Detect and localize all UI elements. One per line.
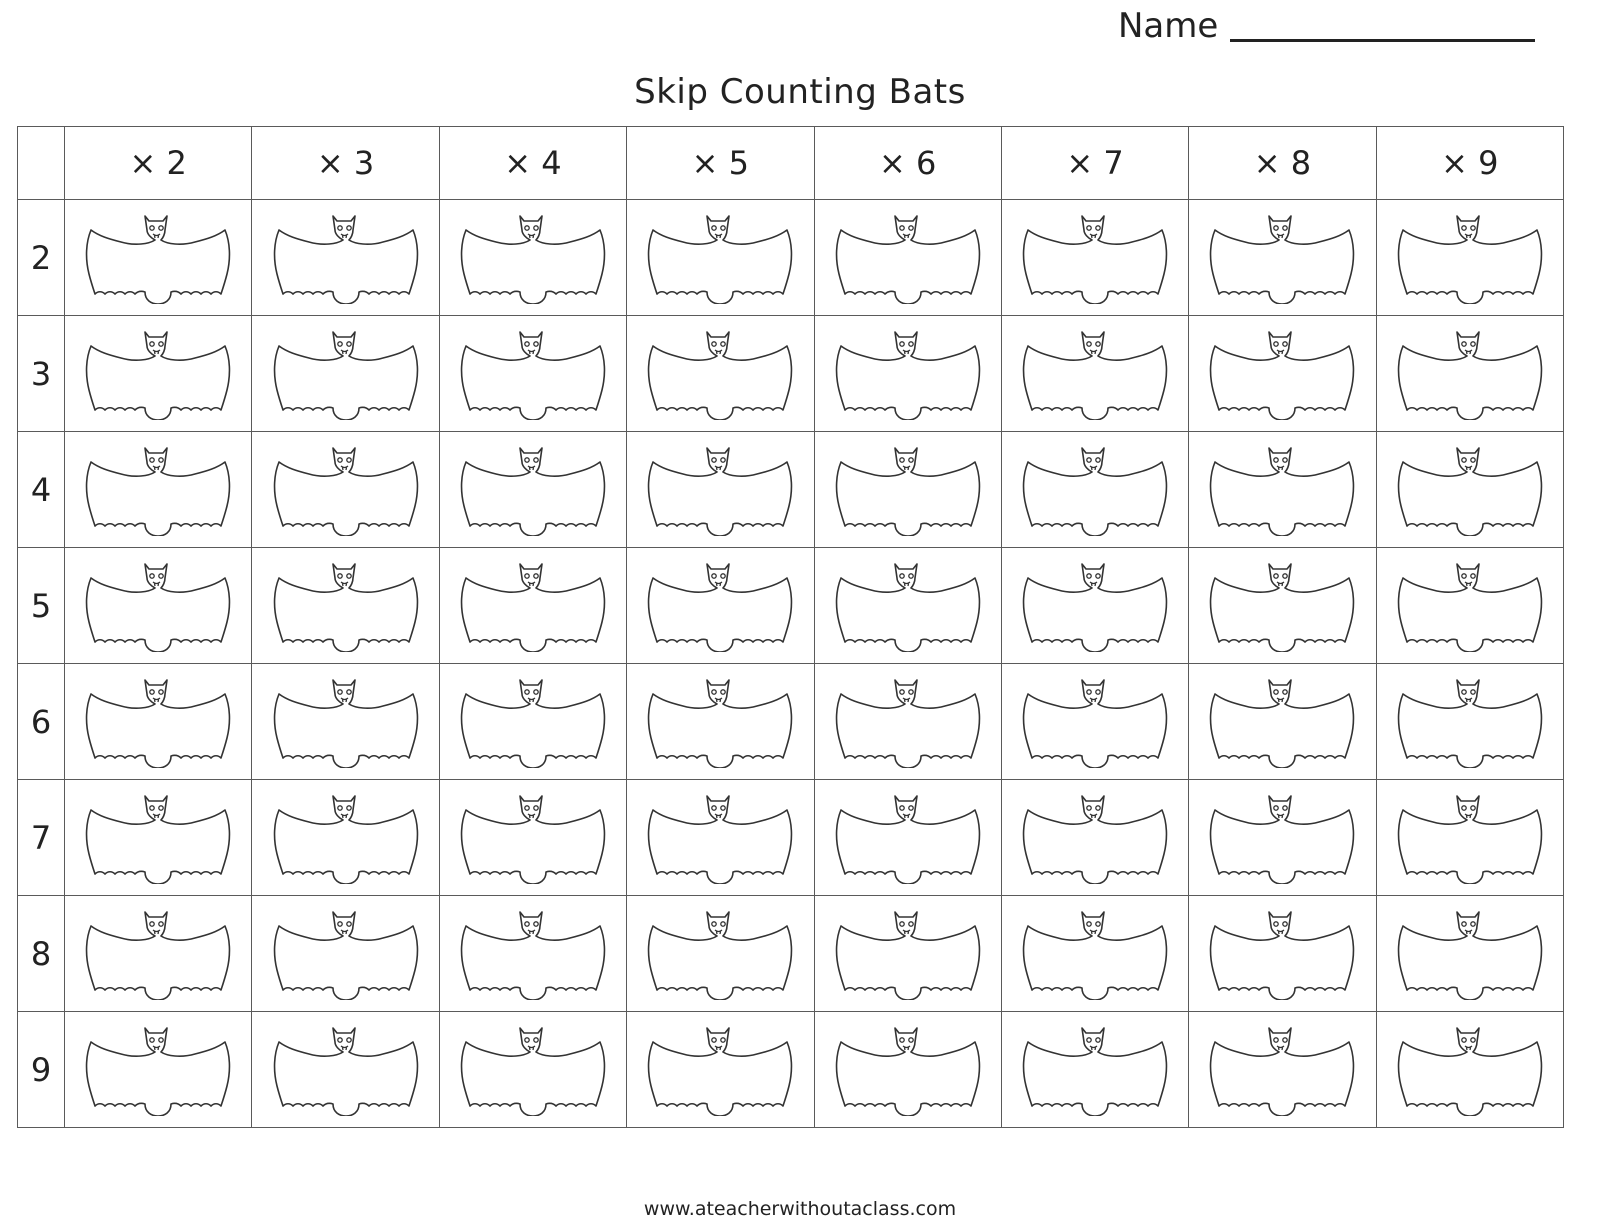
bat-icon xyxy=(440,212,626,304)
table-row xyxy=(18,1012,1564,1128)
column-header: × 8 xyxy=(1189,127,1376,200)
footer-url: www.ateacherwithoutaclass.com xyxy=(643,1198,957,1220)
table-row xyxy=(18,664,1564,780)
answer-cell[interactable] xyxy=(1189,1012,1376,1128)
bat-icon xyxy=(627,908,813,1000)
answer-cell[interactable] xyxy=(1001,432,1188,548)
bat-icon xyxy=(65,444,251,536)
answer-cell[interactable] xyxy=(1189,316,1376,432)
answer-cell[interactable] xyxy=(1376,780,1563,896)
bat-icon xyxy=(1189,676,1375,768)
bat-icon xyxy=(627,792,813,884)
answer-cell[interactable] xyxy=(1189,664,1376,780)
answer-cell[interactable] xyxy=(627,548,814,664)
row-label: 7 xyxy=(18,780,65,896)
answer-cell[interactable] xyxy=(65,432,252,548)
answer-cell[interactable] xyxy=(814,896,1001,1012)
answer-cell[interactable] xyxy=(627,316,814,432)
bat-icon xyxy=(815,444,1001,536)
table-row xyxy=(18,896,1564,1012)
answer-cell[interactable] xyxy=(65,200,252,316)
bat-icon xyxy=(1377,212,1563,304)
row-label: 6 xyxy=(18,664,65,780)
bat-icon xyxy=(440,792,626,884)
answer-cell[interactable] xyxy=(814,548,1001,664)
bat-icon xyxy=(627,444,813,536)
bat-icon xyxy=(815,1024,1001,1116)
bat-icon xyxy=(627,1024,813,1116)
bat-icon xyxy=(1377,1024,1563,1116)
answer-cell[interactable] xyxy=(627,200,814,316)
answer-cell[interactable] xyxy=(814,200,1001,316)
bat-icon xyxy=(65,560,251,652)
answer-cell[interactable] xyxy=(65,316,252,432)
answer-cell[interactable] xyxy=(65,780,252,896)
answer-cell[interactable] xyxy=(1001,780,1188,896)
bat-icon xyxy=(1189,328,1375,420)
table-row xyxy=(18,316,1564,432)
skip-counting-grid xyxy=(17,126,1564,1128)
bat-icon xyxy=(1002,792,1188,884)
bat-icon xyxy=(440,676,626,768)
answer-cell[interactable] xyxy=(1001,1012,1188,1128)
bat-icon xyxy=(1002,328,1188,420)
bat-icon xyxy=(815,328,1001,420)
answer-cell[interactable] xyxy=(252,664,439,780)
answer-cell[interactable] xyxy=(252,896,439,1012)
answer-cell[interactable] xyxy=(252,432,439,548)
answer-cell[interactable] xyxy=(1189,896,1376,1012)
column-header: × 3 xyxy=(252,127,439,200)
answer-cell[interactable] xyxy=(814,664,1001,780)
bat-icon xyxy=(815,676,1001,768)
column-header: × 4 xyxy=(439,127,626,200)
row-label: 2 xyxy=(18,200,65,316)
bat-icon xyxy=(627,212,813,304)
bat-icon xyxy=(1377,328,1563,420)
bat-icon xyxy=(65,1024,251,1116)
bat-icon xyxy=(440,444,626,536)
answer-cell[interactable] xyxy=(439,664,626,780)
answer-cell[interactable] xyxy=(439,432,626,548)
column-header: × 7 xyxy=(1001,127,1188,200)
answer-cell[interactable] xyxy=(1189,200,1376,316)
answer-cell[interactable] xyxy=(1001,896,1188,1012)
bat-icon xyxy=(1377,792,1563,884)
answer-cell[interactable] xyxy=(627,1012,814,1128)
answer-cell[interactable] xyxy=(1376,896,1563,1012)
bat-icon xyxy=(1377,560,1563,652)
answer-cell[interactable] xyxy=(439,316,626,432)
answer-cell[interactable] xyxy=(814,432,1001,548)
answer-cell[interactable] xyxy=(65,664,252,780)
table-row xyxy=(18,548,1564,664)
bat-icon xyxy=(1189,444,1375,536)
bat-icon xyxy=(440,908,626,1000)
row-label: 8 xyxy=(18,896,65,1012)
name-blank-line[interactable] xyxy=(1230,39,1535,42)
bat-icon xyxy=(815,792,1001,884)
answer-cell[interactable] xyxy=(439,780,626,896)
bat-icon xyxy=(1189,908,1375,1000)
answer-cell[interactable] xyxy=(1376,316,1563,432)
bat-icon xyxy=(252,560,438,652)
bat-icon xyxy=(65,908,251,1000)
page-title: Skip Counting Bats xyxy=(634,72,966,112)
bat-icon xyxy=(65,212,251,304)
row-label: 5 xyxy=(18,548,65,664)
answer-cell[interactable] xyxy=(439,896,626,1012)
bat-icon xyxy=(65,792,251,884)
answer-cell[interactable] xyxy=(1376,200,1563,316)
bat-icon xyxy=(252,676,438,768)
answer-cell[interactable] xyxy=(439,200,626,316)
bat-icon xyxy=(1002,444,1188,536)
bat-icon xyxy=(1189,560,1375,652)
answer-cell[interactable] xyxy=(814,1012,1001,1128)
row-label: 3 xyxy=(18,316,65,432)
bat-icon xyxy=(1002,212,1188,304)
bat-icon xyxy=(252,792,438,884)
table-row xyxy=(18,432,1564,548)
column-header: × 9 xyxy=(1376,127,1563,200)
answer-cell[interactable] xyxy=(627,896,814,1012)
bat-icon xyxy=(1377,444,1563,536)
bat-icon xyxy=(1002,1024,1188,1116)
bat-icon xyxy=(440,560,626,652)
bat-icon xyxy=(627,328,813,420)
answer-cell[interactable] xyxy=(252,548,439,664)
answer-cell[interactable] xyxy=(252,200,439,316)
column-header: × 6 xyxy=(814,127,1001,200)
bat-icon xyxy=(440,1024,626,1116)
answer-cell[interactable] xyxy=(252,1012,439,1128)
answer-cell[interactable] xyxy=(65,548,252,664)
answer-cell[interactable] xyxy=(252,780,439,896)
bat-icon xyxy=(1002,560,1188,652)
answer-cell[interactable] xyxy=(627,664,814,780)
table-row xyxy=(18,780,1564,896)
table-row xyxy=(18,200,1564,316)
header-row xyxy=(18,127,1564,200)
answer-cell[interactable] xyxy=(627,780,814,896)
answer-cell[interactable] xyxy=(1189,432,1376,548)
answer-cell[interactable] xyxy=(627,432,814,548)
answer-cell[interactable] xyxy=(65,1012,252,1128)
answer-cell[interactable] xyxy=(814,780,1001,896)
bat-icon xyxy=(252,328,438,420)
row-label: 4 xyxy=(18,432,65,548)
bat-icon xyxy=(1002,676,1188,768)
bat-icon xyxy=(252,444,438,536)
answer-cell[interactable] xyxy=(439,1012,626,1128)
answer-cell[interactable] xyxy=(1001,548,1188,664)
name-label: Name xyxy=(1118,6,1219,46)
answer-cell[interactable] xyxy=(1376,432,1563,548)
answer-cell[interactable] xyxy=(1001,664,1188,780)
bat-icon xyxy=(252,212,438,304)
answer-cell[interactable] xyxy=(1189,548,1376,664)
bat-icon xyxy=(1377,676,1563,768)
bat-icon xyxy=(1189,1024,1375,1116)
answer-cell[interactable] xyxy=(1376,548,1563,664)
answer-cell[interactable] xyxy=(1189,780,1376,896)
answer-cell[interactable] xyxy=(65,896,252,1012)
corner-cell xyxy=(18,127,65,200)
answer-cell[interactable] xyxy=(252,316,439,432)
bat-icon xyxy=(65,676,251,768)
answer-cell[interactable] xyxy=(1376,664,1563,780)
answer-cell[interactable] xyxy=(1001,316,1188,432)
answer-cell[interactable] xyxy=(814,316,1001,432)
bat-icon xyxy=(440,328,626,420)
bat-icon xyxy=(1189,792,1375,884)
bat-icon xyxy=(815,908,1001,1000)
row-label: 9 xyxy=(18,1012,65,1128)
bat-icon xyxy=(1002,908,1188,1000)
bat-icon xyxy=(815,560,1001,652)
name-field xyxy=(1118,2,1538,46)
bat-icon xyxy=(815,212,1001,304)
column-header: × 2 xyxy=(65,127,252,200)
answer-cell[interactable] xyxy=(1001,200,1188,316)
bat-icon xyxy=(627,560,813,652)
bat-icon xyxy=(252,908,438,1000)
bat-icon xyxy=(627,676,813,768)
bat-icon xyxy=(252,1024,438,1116)
answer-cell[interactable] xyxy=(439,548,626,664)
column-header: × 5 xyxy=(627,127,814,200)
bat-icon xyxy=(65,328,251,420)
bat-icon xyxy=(1377,908,1563,1000)
bat-icon xyxy=(1189,212,1375,304)
answer-cell[interactable] xyxy=(1376,1012,1563,1128)
